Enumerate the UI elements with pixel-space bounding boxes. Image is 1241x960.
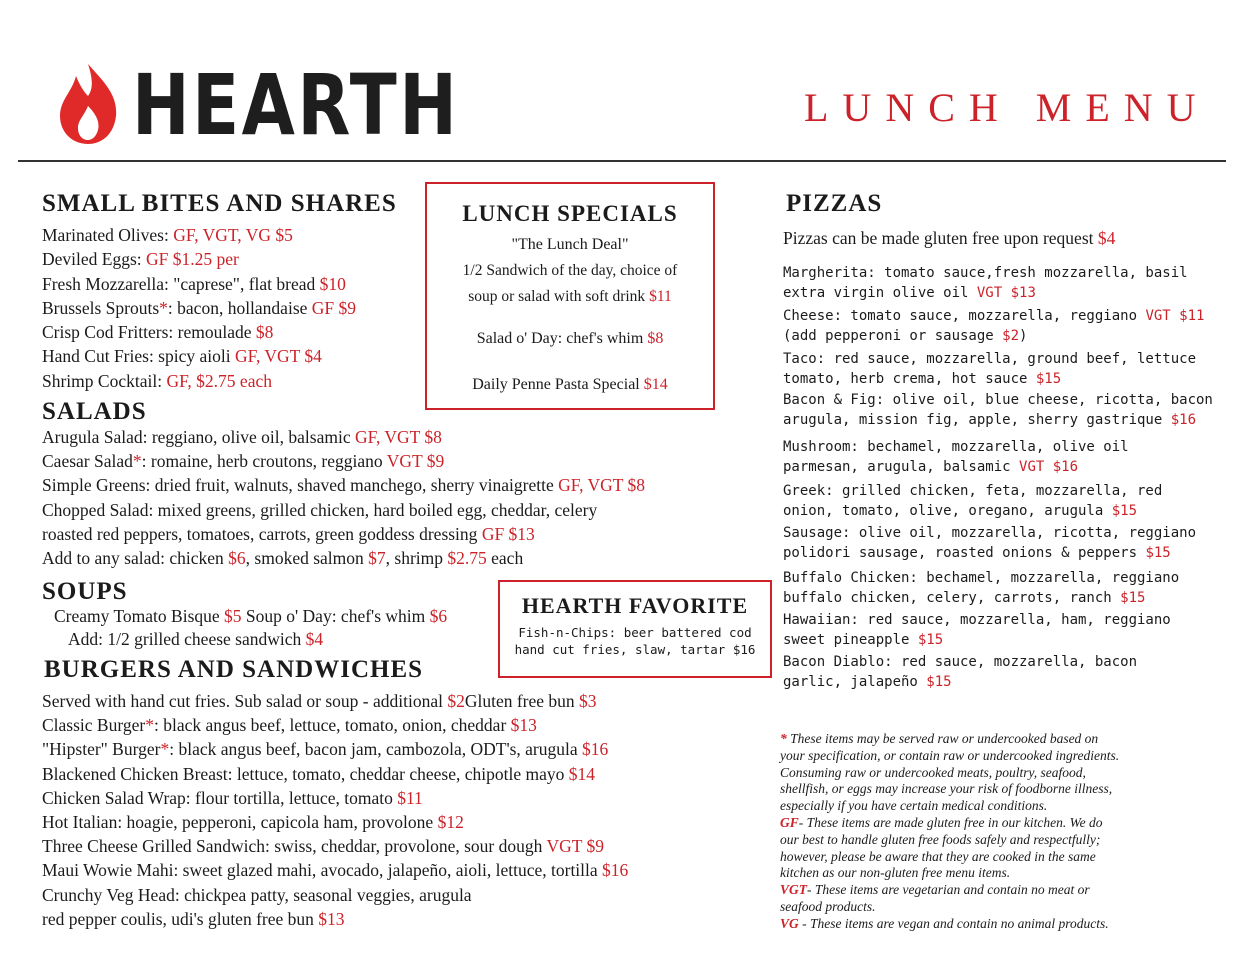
list-item: Bacon & Fig: olive oil, blue cheese, ricotta, bacon arugula, mission fig, apple, sherry gastrique $16 (783, 392, 1213, 428)
lunch-deal-desc-2: soup or salad with soft drink $11 (468, 288, 672, 305)
list-item: Hot Italian: hoagie, pepperoni, capicola ham, provolone $12 (42, 811, 464, 832)
flame-icon (58, 62, 118, 146)
list-item: red pepper coulis, udi's gluten free bun $13 (42, 908, 345, 929)
disclaimer-notes (780, 731, 1119, 933)
list-item: Deviled Eggs: GF $1.25 per (42, 249, 239, 270)
note-line: especially if you have certain medical conditions. (780, 798, 1048, 814)
list-item: Buffalo Chicken: bechamel, mozzarella, reggiano buffalo chicken, celery, carrots, ranch $15 (783, 570, 1180, 606)
brand-name: HEARTH (132, 56, 460, 154)
gf-note: GF- These items are made gluten free in our kitchen. We do (780, 814, 1103, 830)
lunch-specials-box (425, 182, 715, 410)
burgers-list (42, 691, 628, 933)
list-item: Hawaiian: red sauce, mozzarella, ham, reggiano sweet pineapple $15 (783, 612, 1171, 648)
list-item: Sausage: olive oil, mozzarella, ricotta, reggiano polidori sausage, roasted onions & peppers $15 (783, 525, 1197, 561)
list-item: Simple Greens: dried fruit, walnuts, shaved manchego, sherry vinaigrette GF, VGT $8 (42, 475, 646, 496)
list-item: Hand Cut Fries: spicy aioli GF, VGT $4 (42, 346, 322, 367)
salads-heading: SALADS (42, 398, 147, 425)
soups-heading: SOUPS (42, 578, 128, 605)
list-item: Add to any salad: chicken $6, smoked salmon $7, shrimp $2.75 each (42, 547, 524, 568)
list-item: Brussels Sprouts*: bacon, hollandaise GF $9 (42, 297, 357, 318)
list-item: "Hipster" Burger*: black angus beef, bacon jam, cambozola, ODT's, arugula $16 (42, 739, 609, 760)
salad-special: Salad o' Day: chef's whim $8 (476, 330, 664, 347)
list-item: Served with hand cut fries. Sub salad or soup - additional $2Gluten free bun $3 (42, 691, 597, 711)
note-line: kitchen as our non-gluten free menu items. (780, 865, 1011, 881)
list-item: Crisp Cod Fritters: remoulade $8 (42, 322, 274, 343)
salads-list (42, 427, 645, 572)
hearth-favorite-desc (500, 624, 770, 658)
list-item: Chicken Salad Wrap: flour tortilla, lettuce, tomato $11 (42, 787, 423, 808)
list-item: Mushroom: bechamel, mozzarella, olive oil parmesan, arugula, balsamic VGT $16 (783, 439, 1129, 475)
vgt-note: VGT- These items are vegetarian and contain no meat or (780, 882, 1090, 898)
list-item: Classic Burger*: black angus beef, lettuce, tomato, onion, cheddar $13 (42, 715, 537, 736)
note-line: your specification, or contain raw or undercooked ingredients. (780, 747, 1120, 763)
list-item: Three Cheese Grilled Sandwich: swiss, cheddar, provolone, sour dough VGT $9 (42, 836, 604, 857)
small-bites-list (42, 225, 356, 395)
hearth-favorite-heading: HEARTH FAVORITE (521, 593, 749, 618)
list-item: roasted red peppers, tomatoes, carrots, green goddess dressing GF $13 (42, 523, 535, 544)
pizza-list (783, 264, 1213, 695)
menu-title: LUNCH MENU (804, 85, 1210, 130)
note-line: shellfish, or eggs may increase your risk of foodborne illness, (780, 781, 1113, 797)
list-item: Blackened Chicken Breast: lettuce, tomato, cheddar cheese, chipotle mayo $14 (42, 763, 595, 784)
list-item: Fresh Mozzarella: "caprese", flat bread $10 (42, 273, 346, 294)
list-item: Bacon Diablo: red sauce, mozzarella, bacon garlic, jalapeño $15 (783, 654, 1138, 690)
note-line: Consuming raw or undercooked meats, poultry, seafood, (780, 764, 1086, 780)
lunch-deal-name: "The Lunch Deal" (511, 236, 629, 253)
list-item: Taco: red sauce, mozzarella, ground beef, lettuce tomato, herb crema, hot sauce $15 (783, 351, 1197, 387)
list-item: Caesar Salad*: romaine, herb croutons, reggiano VGT $9 (42, 451, 445, 472)
list-item: Margherita: tomato sauce,fresh mozzarella, basil extra virgin olive oil VGT $13 (783, 265, 1188, 301)
list-item: Greek: grilled chicken, feta, mozzarella, red onion, tomato, olive, oregano, arugula $15 (783, 483, 1163, 519)
list-item: Add: 1/2 grilled cheese sandwich $4 (68, 629, 324, 649)
pasta-special: Daily Penne Pasta Special $14 (472, 376, 668, 393)
burgers-heading: BURGERS AND SANDWICHES (44, 656, 424, 683)
hearth-favorite-box (498, 580, 772, 678)
raw-warning: * These items may be served raw or undercooked based on (780, 731, 1099, 746)
vg-note: VG - These items are vegan and contain no animal products. (780, 915, 1109, 931)
list-item: Crunchy Veg Head: chickpea patty, seasonal veggies, arugula (42, 884, 472, 905)
list-item: Cheese: tomato sauce, mozzarella, reggiano VGT $11 (add pepperoni or sausage $2) (783, 308, 1205, 344)
list-item: Chopped Salad: mixed greens, grilled chicken, hard boiled egg, cheddar, celery (42, 499, 598, 520)
header-divider (18, 160, 1226, 162)
lunch-deal-desc: 1/2 Sandwich of the day, choice of (462, 262, 678, 279)
pizzas-heading: PIZZAS (786, 190, 883, 217)
note-line: seafood products. (780, 898, 876, 914)
list-item: Shrimp Cocktail: GF, $2.75 each (42, 370, 272, 391)
list-item: Marinated Olives: GF, VGT, VG $5 (42, 225, 293, 245)
note-line: our best to handle gluten free foods safely and respectfully; (780, 831, 1101, 847)
lunch-specials-heading: LUNCH SPECIALS (462, 201, 678, 226)
list-item: Arugula Salad: reggiano, olive oil, balsamic GF, VGT $8 (42, 427, 442, 447)
small-bites-heading: SMALL BITES AND SHARES (42, 190, 397, 217)
note-line: however, please be aware that they are cooked in the same (780, 848, 1096, 864)
hearth-favorite-line: hand cut fries, slaw, tartar $16 (514, 642, 756, 657)
list-item: Maui Wowie Mahi: sweet glazed mahi, avocado, jalapeño, aioli, lettuce, tortilla $16 (42, 860, 629, 881)
hearth-favorite-line: Fish-n-Chips: beer battered cod (518, 625, 752, 640)
list-item: Creamy Tomato Bisque $5 Soup o' Day: chef's whim $6 (54, 606, 448, 626)
pizza-gf-note: Pizzas can be made gluten free upon request $4 (783, 228, 1116, 248)
